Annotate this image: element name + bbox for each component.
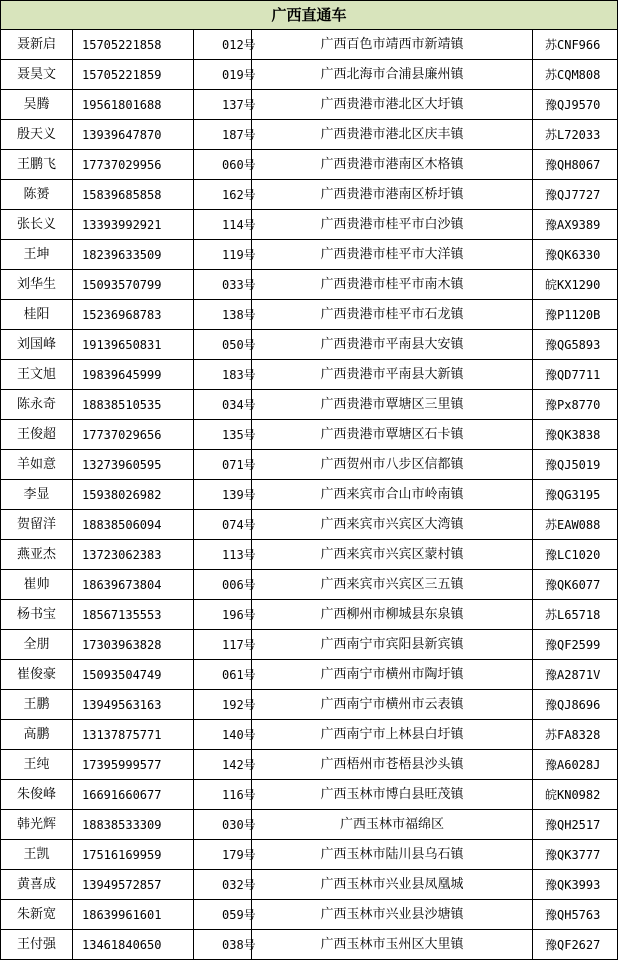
address-cell: 广西贵港市桂平市大洋镇: [252, 240, 533, 270]
phone-cell: 15839685858: [73, 180, 194, 210]
phone-cell: 15093504749: [73, 660, 194, 690]
table-row: [1, 720, 618, 750]
route-number-cell: 114号: [194, 210, 252, 240]
route-number-cell: 138号: [194, 300, 252, 330]
driver-name-cell: 朱新宽: [1, 900, 73, 930]
address-cell: 广西玉林市玉州区大里镇: [252, 930, 533, 960]
table-row: [1, 420, 618, 450]
address-cell: 广西百色市靖西市新靖镇: [252, 30, 533, 60]
table-row: [1, 270, 618, 300]
route-number-cell: 196号: [194, 600, 252, 630]
driver-name-cell: 王凯: [1, 840, 73, 870]
driver-name-cell: 羊如意: [1, 450, 73, 480]
address-cell: 广西梧州市苍梧县沙头镇: [252, 750, 533, 780]
plate-cell: 苏EAW088: [533, 510, 618, 540]
driver-name-cell: 王纯: [1, 750, 73, 780]
route-number-cell: 187号: [194, 120, 252, 150]
plate-cell: 苏L65718: [533, 600, 618, 630]
address-cell: 广西玉林市福绵区: [252, 810, 533, 840]
plate-cell: 豫A6028J: [533, 750, 618, 780]
plate-cell: 豫QG3195: [533, 480, 618, 510]
driver-name-cell: 贺留洋: [1, 510, 73, 540]
table-row: [1, 780, 618, 810]
driver-name-cell: 黄喜成: [1, 870, 73, 900]
route-number-cell: 012号: [194, 30, 252, 60]
route-number-cell: 060号: [194, 150, 252, 180]
plate-cell: 豫P1120B: [533, 300, 618, 330]
title-row: [1, 1, 618, 30]
phone-cell: 13949563163: [73, 690, 194, 720]
route-number-cell: 074号: [194, 510, 252, 540]
plate-cell: 豫QJ5019: [533, 450, 618, 480]
table-row: [1, 600, 618, 630]
route-number-cell: 117号: [194, 630, 252, 660]
plate-cell: 豫QH2517: [533, 810, 618, 840]
address-cell: 广西贵港市港南区桥圩镇: [252, 180, 533, 210]
table-row: [1, 60, 618, 90]
route-number-cell: 135号: [194, 420, 252, 450]
table-row: [1, 900, 618, 930]
phone-cell: 18639673804: [73, 570, 194, 600]
address-cell: 广西玉林市兴业县凤凰城: [252, 870, 533, 900]
phone-cell: 17303963828: [73, 630, 194, 660]
address-cell: 广西玉林市陆川县乌石镇: [252, 840, 533, 870]
phone-cell: 17395999577: [73, 750, 194, 780]
plate-cell: 豫A2871V: [533, 660, 618, 690]
table-row: [1, 870, 618, 900]
driver-name-cell: 刘国峰: [1, 330, 73, 360]
route-number-cell: 162号: [194, 180, 252, 210]
table-row: [1, 450, 618, 480]
phone-cell: 15093570799: [73, 270, 194, 300]
route-number-cell: 050号: [194, 330, 252, 360]
table-row: [1, 360, 618, 390]
phone-cell: 17516169959: [73, 840, 194, 870]
route-number-cell: 113号: [194, 540, 252, 570]
phone-cell: 15236968783: [73, 300, 194, 330]
table-row: [1, 240, 618, 270]
plate-cell: 苏CNF966: [533, 30, 618, 60]
driver-name-cell: 陈永奇: [1, 390, 73, 420]
table-row: [1, 660, 618, 690]
route-number-cell: 071号: [194, 450, 252, 480]
phone-cell: 18838506094: [73, 510, 194, 540]
route-number-cell: 033号: [194, 270, 252, 300]
plate-cell: 苏L72033: [533, 120, 618, 150]
table-row: [1, 840, 618, 870]
driver-name-cell: 王俊超: [1, 420, 73, 450]
driver-name-cell: 殷天义: [1, 120, 73, 150]
driver-name-cell: 刘华生: [1, 270, 73, 300]
address-cell: 广西贵港市覃塘区石卡镇: [252, 420, 533, 450]
driver-name-cell: 陈赟: [1, 180, 73, 210]
plate-cell: 豫QF2627: [533, 930, 618, 960]
plate-cell: 豫QK3993: [533, 870, 618, 900]
driver-name-cell: 王文旭: [1, 360, 73, 390]
route-number-cell: 192号: [194, 690, 252, 720]
driver-name-cell: 全朋: [1, 630, 73, 660]
driver-name-cell: 崔俊豪: [1, 660, 73, 690]
table-row: [1, 180, 618, 210]
phone-cell: 16691660677: [73, 780, 194, 810]
route-number-cell: 059号: [194, 900, 252, 930]
plate-cell: 苏CQM808: [533, 60, 618, 90]
driver-name-cell: 聂昊文: [1, 60, 73, 90]
table-row: [1, 750, 618, 780]
phone-cell: 15705221859: [73, 60, 194, 90]
route-number-cell: 019号: [194, 60, 252, 90]
phone-cell: 13939647870: [73, 120, 194, 150]
route-number-cell: 137号: [194, 90, 252, 120]
route-number-cell: 038号: [194, 930, 252, 960]
phone-cell: 13273960595: [73, 450, 194, 480]
address-cell: 广西贵港市桂平市白沙镇: [252, 210, 533, 240]
driver-name-cell: 崔帅: [1, 570, 73, 600]
address-cell: 广西南宁市横州市云表镇: [252, 690, 533, 720]
phone-cell: 17737029656: [73, 420, 194, 450]
driver-name-cell: 高鹏: [1, 720, 73, 750]
address-cell: 广西来宾市兴宾区蒙村镇: [252, 540, 533, 570]
plate-cell: 豫LC1020: [533, 540, 618, 570]
plate-cell: 豫QK3838: [533, 420, 618, 450]
phone-cell: 13723062383: [73, 540, 194, 570]
route-number-cell: 183号: [194, 360, 252, 390]
plate-cell: 豫QD7711: [533, 360, 618, 390]
table-row: [1, 330, 618, 360]
plate-cell: 苏FA8328: [533, 720, 618, 750]
driver-name-cell: 李显: [1, 480, 73, 510]
table-row: [1, 90, 618, 120]
plate-cell: 豫QF2599: [533, 630, 618, 660]
phone-cell: 19839645999: [73, 360, 194, 390]
table-row: [1, 30, 618, 60]
driver-name-cell: 吴腾: [1, 90, 73, 120]
address-cell: 广西柳州市柳城县东泉镇: [252, 600, 533, 630]
address-cell: 广西贺州市八步区信都镇: [252, 450, 533, 480]
address-cell: 广西南宁市上林县白圩镇: [252, 720, 533, 750]
table-row: [1, 570, 618, 600]
address-cell: 广西贵港市港南区木格镇: [252, 150, 533, 180]
route-number-cell: 032号: [194, 870, 252, 900]
phone-cell: 18838510535: [73, 390, 194, 420]
address-cell: 广西贵港市港北区庆丰镇: [252, 120, 533, 150]
plate-cell: 豫QK6330: [533, 240, 618, 270]
route-number-cell: 140号: [194, 720, 252, 750]
driver-name-cell: 朱俊峰: [1, 780, 73, 810]
plate-cell: 豫QJ9570: [533, 90, 618, 120]
driver-name-cell: 韩光辉: [1, 810, 73, 840]
address-cell: 广西来宾市兴宾区大湾镇: [252, 510, 533, 540]
plate-cell: 豫QJ7727: [533, 180, 618, 210]
table-row: [1, 510, 618, 540]
table-row: [1, 210, 618, 240]
driver-name-cell: 桂阳: [1, 300, 73, 330]
phone-cell: 19561801688: [73, 90, 194, 120]
plate-cell: 皖KN0982: [533, 780, 618, 810]
route-number-cell: 179号: [194, 840, 252, 870]
address-cell: 广西来宾市合山市岭南镇: [252, 480, 533, 510]
plate-cell: 豫AX9389: [533, 210, 618, 240]
table-row: [1, 150, 618, 180]
table-row: [1, 480, 618, 510]
table-row: [1, 930, 618, 960]
phone-cell: 15938026982: [73, 480, 194, 510]
address-cell: 广西南宁市宾阳县新宾镇: [252, 630, 533, 660]
address-cell: 广西贵港市平南县大安镇: [252, 330, 533, 360]
address-cell: 广西北海市合浦县廉州镇: [252, 60, 533, 90]
plate-cell: 豫QJ8696: [533, 690, 618, 720]
phone-cell: 13393992921: [73, 210, 194, 240]
driver-name-cell: 燕亚杰: [1, 540, 73, 570]
phone-cell: 18567135553: [73, 600, 194, 630]
plate-cell: 豫QG5893: [533, 330, 618, 360]
driver-name-cell: 王鹏: [1, 690, 73, 720]
plate-cell: 豫QK6077: [533, 570, 618, 600]
phone-cell: 13949572857: [73, 870, 194, 900]
address-cell: 广西南宁市横州市陶圩镇: [252, 660, 533, 690]
address-cell: 广西玉林市博白县旺茂镇: [252, 780, 533, 810]
phone-cell: 18639961601: [73, 900, 194, 930]
plate-cell: 豫QH8067: [533, 150, 618, 180]
address-cell: 广西贵港市桂平市石龙镇: [252, 300, 533, 330]
driver-name-cell: 王鹏飞: [1, 150, 73, 180]
phone-cell: 13461840650: [73, 930, 194, 960]
address-cell: 广西贵港市覃塘区三里镇: [252, 390, 533, 420]
phone-cell: 13137875771: [73, 720, 194, 750]
table-title: 广西直通车: [1, 1, 618, 30]
route-number-cell: 061号: [194, 660, 252, 690]
route-number-cell: 030号: [194, 810, 252, 840]
table-row: [1, 390, 618, 420]
driver-name-cell: 王坤: [1, 240, 73, 270]
driver-name-cell: 张长义: [1, 210, 73, 240]
table-row: [1, 120, 618, 150]
table-row: [1, 540, 618, 570]
route-number-cell: 116号: [194, 780, 252, 810]
route-number-cell: 034号: [194, 390, 252, 420]
route-number-cell: 006号: [194, 570, 252, 600]
plate-cell: 豫Px8770: [533, 390, 618, 420]
route-number-cell: 142号: [194, 750, 252, 780]
address-cell: 广西贵港市港北区大圩镇: [252, 90, 533, 120]
phone-cell: 18838533309: [73, 810, 194, 840]
address-cell: 广西玉林市兴业县沙塘镇: [252, 900, 533, 930]
address-cell: 广西来宾市兴宾区三五镇: [252, 570, 533, 600]
phone-cell: 19139650831: [73, 330, 194, 360]
plate-cell: 豫QK3777: [533, 840, 618, 870]
table-row: [1, 690, 618, 720]
driver-name-cell: 王付强: [1, 930, 73, 960]
plate-cell: 豫QH5763: [533, 900, 618, 930]
table-row: [1, 630, 618, 660]
route-number-cell: 119号: [194, 240, 252, 270]
route-number-cell: 139号: [194, 480, 252, 510]
phone-cell: 18239633509: [73, 240, 194, 270]
phone-cell: 15705221858: [73, 30, 194, 60]
plate-cell: 皖KX1290: [533, 270, 618, 300]
driver-name-cell: 杨书宝: [1, 600, 73, 630]
table-body: [1, 30, 618, 960]
table-row: [1, 810, 618, 840]
table-row: [1, 300, 618, 330]
address-cell: 广西贵港市桂平市南木镇: [252, 270, 533, 300]
driver-name-cell: 聂新启: [1, 30, 73, 60]
phone-cell: 17737029956: [73, 150, 194, 180]
address-cell: 广西贵港市平南县大新镇: [252, 360, 533, 390]
